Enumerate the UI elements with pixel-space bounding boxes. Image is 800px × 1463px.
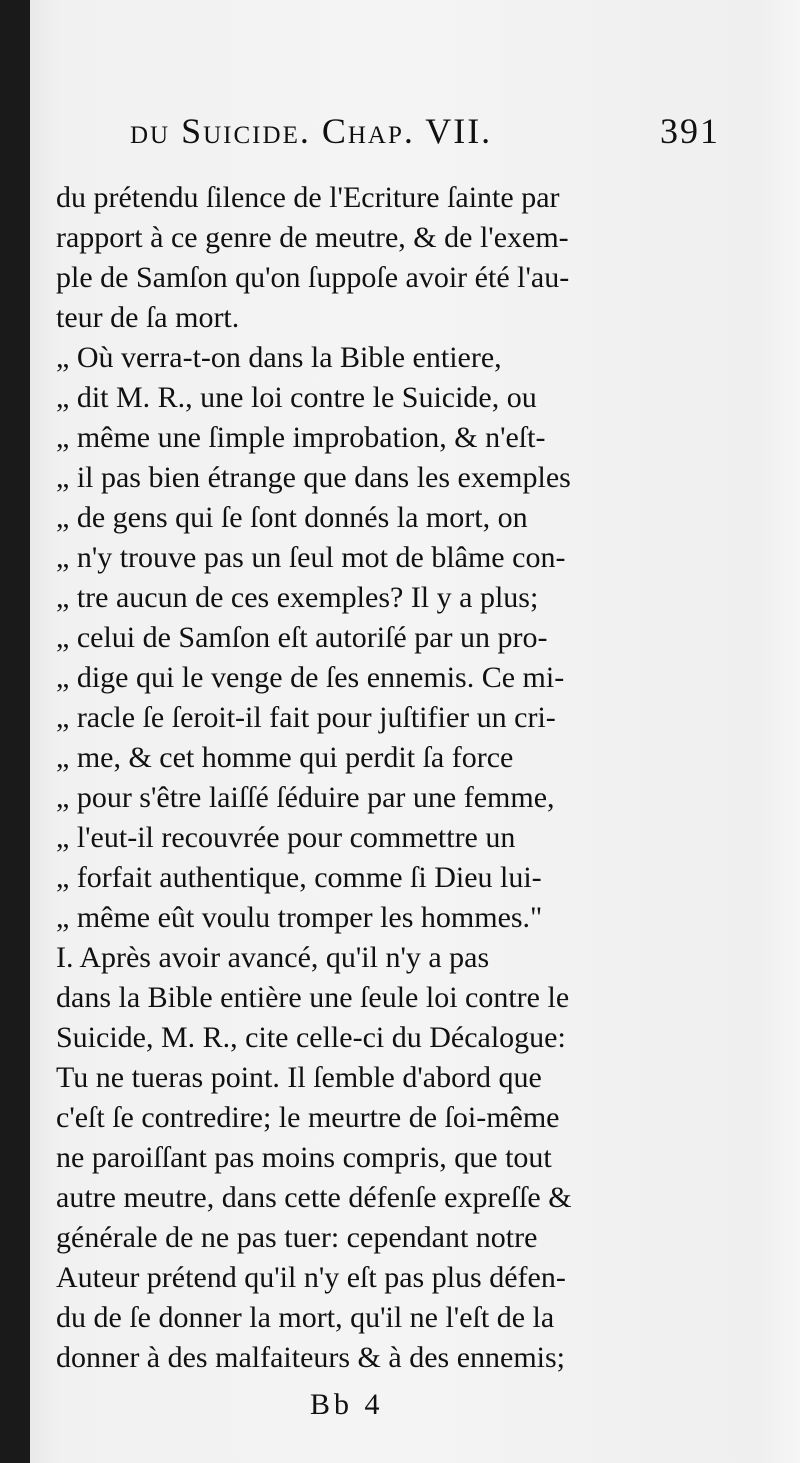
text-line: Suicide, M. R., cite celle-ci du Décalogue: xyxy=(56,1021,566,1054)
text-line: „ même une ſimple improbation, & n'eſt- xyxy=(56,421,546,454)
text-line: „ tre aucun de ces exemples? Il y a plus; xyxy=(56,581,539,614)
text-line: „ pour s'être laiſſé ſéduire par une femme, xyxy=(56,781,555,814)
text-line: „ celui de Samſon eſt autoriſé par un pro- xyxy=(56,621,548,654)
text-line: „ même eût voulu tromper les hommes." xyxy=(56,901,543,934)
signature-text: Bb 4 xyxy=(310,1388,384,1421)
text-line: „ n'y trouve pas un ſeul mot de blâme con- xyxy=(56,541,566,574)
text-line: „ forfait authentique, comme ſi Dieu lui- xyxy=(56,861,542,894)
text-line: „ Où verra-t-on dans la Bible entiere, xyxy=(56,341,502,374)
text-line: „ racle ſe ſeroit-il fait pour juſtifier un cri- xyxy=(56,701,556,734)
running-header xyxy=(130,110,720,160)
text-line: „ dige qui le venge de ſes ennemis. Ce mi- xyxy=(56,661,565,694)
text-line: dans la Bible entière une ſeule loi contre le xyxy=(56,981,570,1014)
text-line: „ de gens qui ſe ſont donnés la mort, on xyxy=(56,501,528,534)
text-line: autre meutre, dans cette défenſe expreſſe & xyxy=(56,1181,572,1214)
body-text xyxy=(56,178,708,1378)
text-line: du de ſe donner la mort, qu'il ne l'eſt de la xyxy=(56,1301,555,1334)
text-line: Auteur prétend qu'il n'y eſt pas plus défen- xyxy=(56,1261,566,1294)
text-line: rapport à ce genre de meutre, & de l'exem- xyxy=(56,221,569,254)
page-number: 391 xyxy=(660,111,720,151)
text-line: „ me, & cet homme qui perdit ſa force xyxy=(56,741,514,774)
text-line: I. Après avoir avancé, qu'il n'y a pas xyxy=(56,941,490,974)
text-line: „ il pas bien étrange que dans les exemples xyxy=(56,461,571,494)
text-line: donner à des malfaiteurs & à des ennemis; xyxy=(56,1341,566,1374)
text-line: du prétendu ſilence de l'Ecriture ſainte par xyxy=(56,181,560,214)
text-line: „ dit M. R., une loi contre le Suicide, ou xyxy=(56,381,537,414)
text-line: teur de ſa mort. xyxy=(56,301,240,334)
text-line: Tu ne tueras point. Il ſemble d'abord que xyxy=(56,1061,542,1094)
running-title: du Suicide. Chap. VII. xyxy=(130,111,493,151)
text-line: c'eſt ſe contredire; le meurtre de ſoi-même xyxy=(56,1101,560,1134)
text-line: „ l'eut-il recouvrée pour commettre un xyxy=(56,821,516,854)
text-line: générale de ne pas tuer: cependant notre xyxy=(56,1221,538,1254)
text-line: ne paroiſſant pas moins compris, que tout xyxy=(56,1141,552,1174)
text-line: ple de Samſon qu'on ſuppoſe avoir été l'au- xyxy=(56,261,570,294)
signature-mark xyxy=(0,1388,800,1428)
